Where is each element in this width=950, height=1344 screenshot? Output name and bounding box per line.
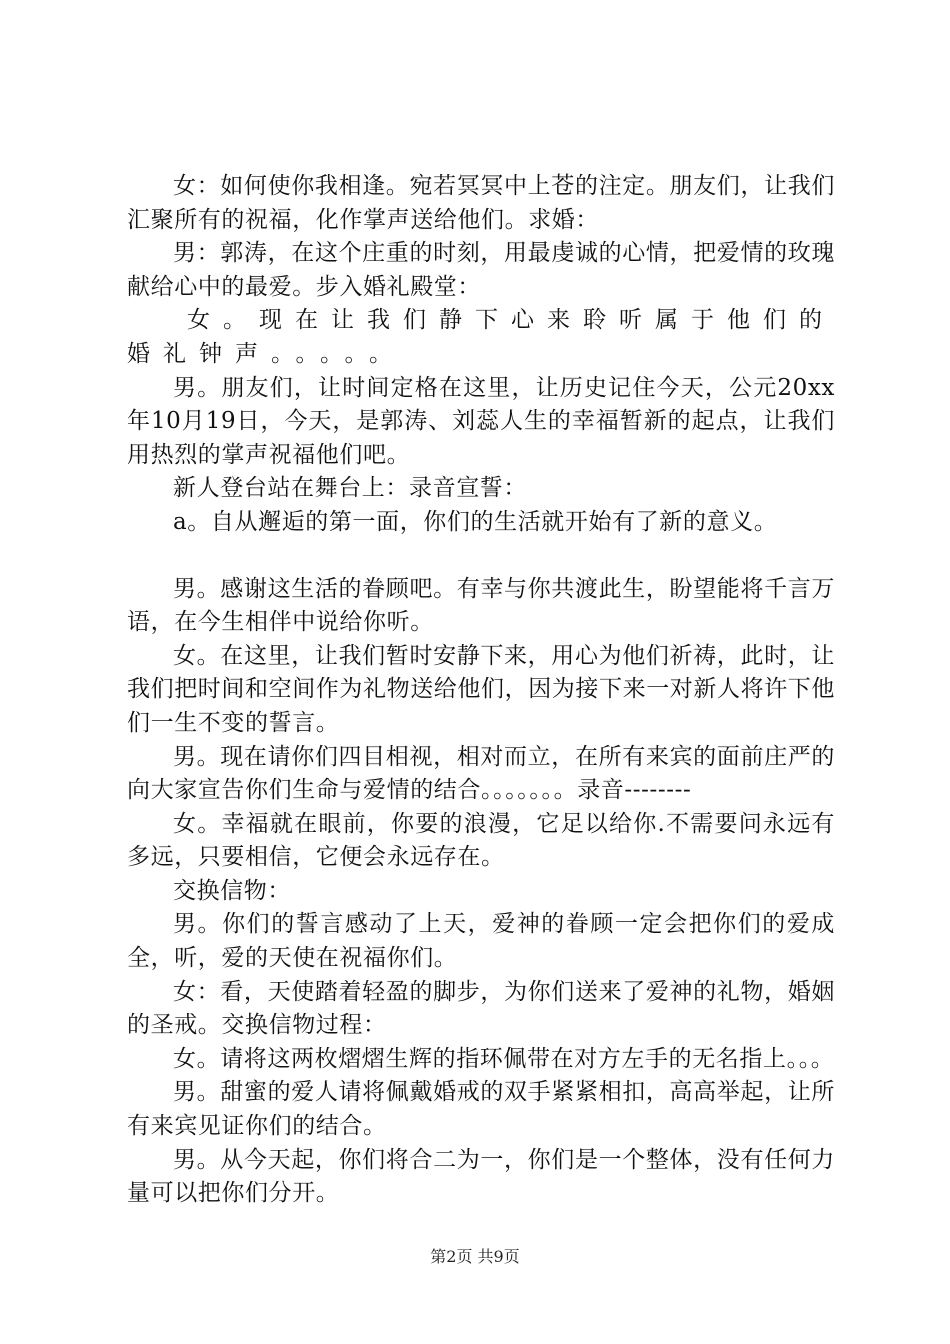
paragraph-1: 女：如何使你我相逢。宛若冥冥中上苍的注定。朋友们，让我们汇聚所有的祝福，化作掌声送给他们。求婚： — [127, 173, 835, 233]
paragraph-8: 女。在这里，让我们暂时安静下来，用心为他们祈祷，此时，让我们把时间和空间作为礼物送给他们，因为接下来一对新人将许下他们一生不变的誓言。 — [127, 642, 835, 736]
paragraph-2: 男：郭涛，在这个庄重的时刻，用最虔诚的心情，把爱情的玫瑰献给心中的最爱。步入婚礼殿堂： — [127, 240, 835, 300]
document-body — [127, 170, 835, 1211]
paragraph-11: 交换信物： — [173, 877, 291, 904]
paragraph-16: 男。从今天起，你们将合二为一，你们是一个整体，没有任何力量可以把你们分开。 — [127, 1146, 835, 1207]
paragraph-15: 男。甜蜜的爱人请将佩戴婚戒的双手紧紧相扣，高高举起，让所有来宾见证你们的结合。 — [127, 1079, 835, 1140]
paragraph-13: 女：看，天使踏着轻盈的脚步，为你们送来了爱神的礼物，婚姻的圣戒。交换信物过程： — [127, 978, 835, 1039]
paragraph-12: 男。你们的誓言感动了上天，爱神的眷顾一定会把你们的爱成全，听，爱的天使在祝福你们。 — [127, 911, 835, 972]
paragraph-4: 男。朋友们，让时间定格在这里，让历史记住今天，公元20xx年10月19日，今天，是郭涛、刘蕊人生的幸福暂新的起点，让我们用热烈的掌声祝福他们吧。 — [127, 374, 835, 468]
paragraph-5: 新人登台站在舞台上：录音宣誓： — [173, 475, 527, 502]
page-number-footer: 第2页 共9页 — [430, 1247, 520, 1266]
paragraph-10: 女。幸福就在眼前，你要的浪漫，它足以给你.不需要问永远有多远，只要相信，它便会永远存在。 — [127, 810, 835, 871]
paragraph-14: 女。请将这两枚熠熠生辉的指环佩带在对方左手的无名指上。。。 — [173, 1045, 835, 1072]
paragraph-6: a。自从邂逅的第一面，你们的生活就开始有了新的意义。 — [173, 508, 778, 535]
paragraph-7: 男。感谢这生活的眷顾吧。有幸与你共渡此生，盼望能将千言万语，在今生相伴中说给你听。 — [127, 575, 835, 636]
paragraph-3: 女。现在让我们静下心来聆听属于他们的婚礼钟声。。。。。 — [127, 307, 835, 367]
paragraph-9: 男。现在请你们四目相视，相对而立，在所有来宾的面前庄严的向大家宣告你们生命与爱情的结合。。。。。。。录音-------- — [127, 743, 835, 804]
